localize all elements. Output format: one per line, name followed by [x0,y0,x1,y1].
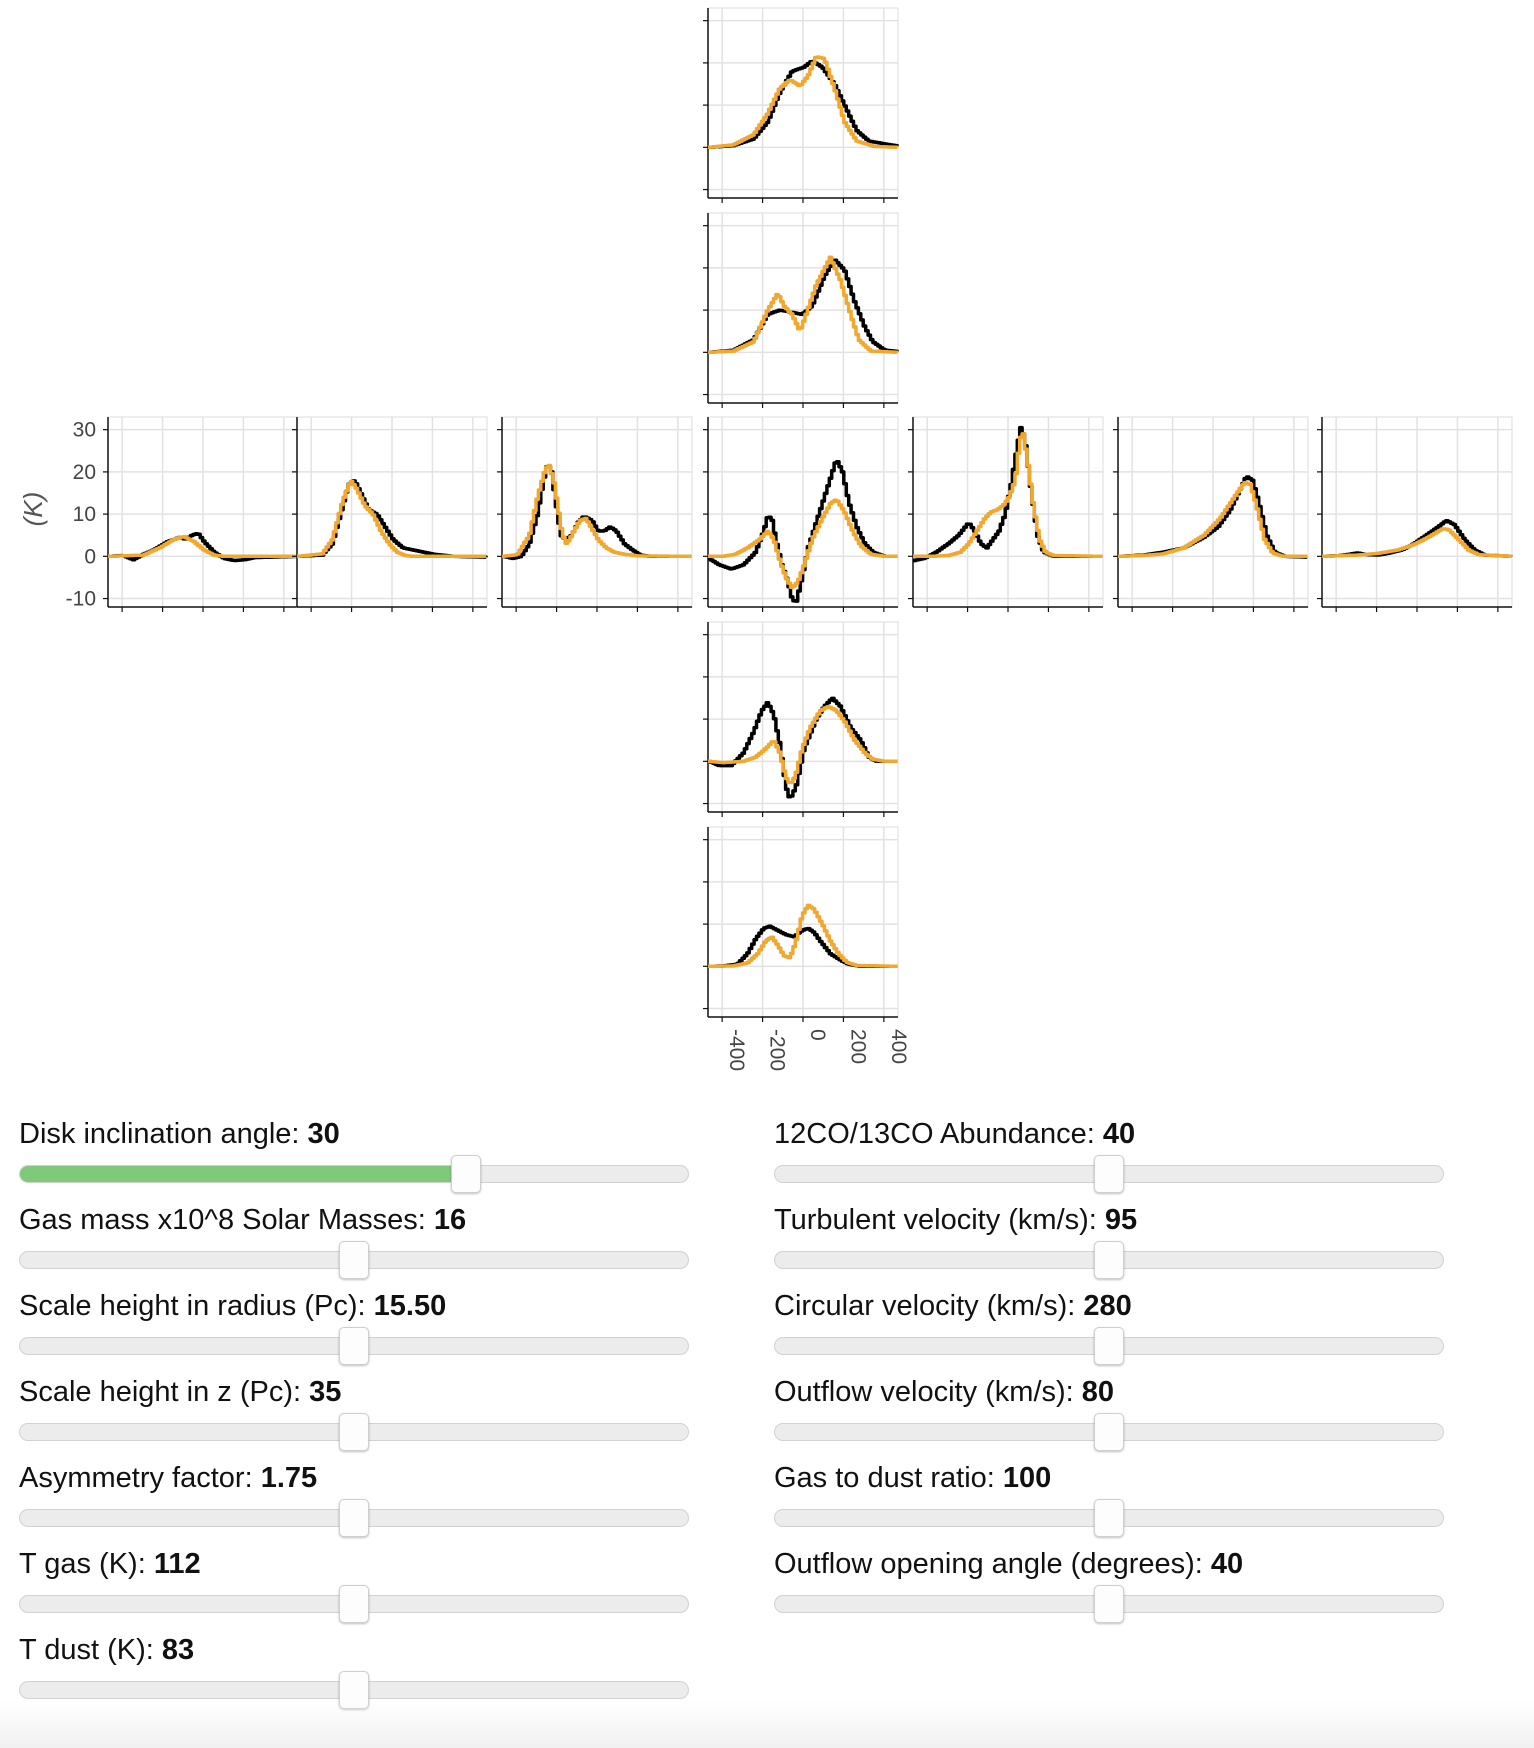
control-label [19,1289,446,1323]
slider-track[interactable] [19,1509,689,1527]
slider-thumb[interactable] [339,1499,369,1537]
control-value: 40 [1102,1118,1136,1150]
panel-top-2 [703,213,898,408]
control-label [19,1203,466,1237]
control-label-text: 12CO/13CO Abundance: [774,1118,1103,1150]
x-tick-label: 400 [886,1029,910,1065]
x-tick-label: 0 [806,1029,829,1041]
slider-fill [20,1166,466,1182]
control-right-5 [774,1540,1446,1626]
panel-bottom-2 [703,827,898,1022]
page-bottom-fade [0,1700,1534,1748]
control-value: 35 [309,1376,342,1408]
slider-track[interactable] [19,1165,689,1183]
control-label [774,1289,1132,1323]
x-tick-label: 200 [846,1029,870,1065]
panel-bottom-1 [703,622,898,817]
slider-track[interactable] [774,1423,1444,1441]
y-tick-label: 30 [72,418,96,442]
control-value: 15.50 [373,1290,447,1322]
control-label-text: Scale height in radius (Pc): [19,1290,374,1322]
control-right-1 [774,1196,1446,1282]
y-tick-label: 20 [72,460,96,484]
control-value: 16 [433,1204,467,1236]
control-left-4 [19,1454,691,1540]
control-label-text: Disk inclination angle: [19,1118,308,1150]
control-value: 112 [153,1548,201,1580]
control-value: 100 [1002,1462,1052,1494]
y-axis-title: (K) [18,491,48,527]
control-label [19,1461,317,1495]
x-tick-label: -400 [725,1029,749,1072]
panel-mid-6 [1113,417,1308,612]
panel-mid-1 [103,417,298,612]
panel-mid-5 [908,417,1103,612]
control-label [774,1375,1114,1409]
slider-track[interactable] [19,1337,689,1355]
control-right-4 [774,1454,1446,1540]
panel-mid-3 [497,417,692,612]
slider-thumb[interactable] [339,1241,369,1279]
slider-thumb[interactable] [339,1327,369,1365]
control-label-text: Scale height in z (Pc): [19,1376,310,1408]
slider-track[interactable] [774,1337,1444,1355]
control-left-3 [19,1368,691,1454]
control-label [774,1117,1135,1151]
slider-track[interactable] [774,1251,1444,1269]
control-value: 30 [307,1118,340,1150]
slider-thumb[interactable] [1094,1241,1124,1279]
control-right-3 [774,1368,1446,1454]
control-label-text: Asymmetry factor: [19,1462,261,1494]
control-left-5 [19,1540,691,1626]
control-label-text: Gas mass x10^8 Solar Masses: [19,1204,434,1236]
y-tick-label: 0 [84,545,96,569]
control-label-text: Circular velocity (km/s): [774,1290,1084,1322]
control-left-0 [19,1110,691,1196]
panel-top-1 [703,8,898,203]
control-label-text: Turbulent velocity (km/s): [774,1204,1105,1236]
control-label-text: Outflow opening angle (degrees): [774,1548,1211,1580]
panel-center [703,417,898,612]
control-right-2 [774,1282,1446,1368]
slider-track[interactable] [19,1423,689,1441]
slider-track[interactable] [774,1165,1444,1183]
slider-thumb[interactable] [339,1413,369,1451]
control-label [19,1633,194,1667]
control-left-1 [19,1196,691,1282]
control-label [19,1547,201,1581]
control-label [19,1117,340,1151]
slider-thumb[interactable] [1094,1155,1124,1193]
slider-track[interactable] [19,1595,689,1613]
control-value: 1.75 [260,1462,318,1494]
control-label [19,1375,341,1409]
slider-thumb[interactable] [1094,1499,1124,1537]
control-value: 95 [1104,1204,1138,1236]
slider-thumb[interactable] [451,1155,481,1193]
control-label [774,1461,1051,1495]
slider-track[interactable] [774,1595,1444,1613]
slider-thumb[interactable] [1094,1327,1124,1365]
control-label-text: T gas (K): [19,1548,154,1580]
slider-thumb[interactable] [339,1585,369,1623]
control-value: 80 [1081,1376,1115,1408]
y-tick-label: 10 [72,503,96,527]
slider-track[interactable] [19,1681,689,1699]
control-label-text: T dust (K): [19,1634,162,1666]
control-label [774,1203,1137,1237]
slider-thumb[interactable] [1094,1413,1124,1451]
control-label-text: Gas to dust ratio: [774,1462,1003,1494]
y-tick-label: -10 [65,587,96,611]
control-label [774,1547,1243,1581]
panel-mid-7 [1317,417,1512,612]
slider-track[interactable] [774,1509,1444,1527]
panel-mid-2 [292,417,487,612]
control-right-0 [774,1110,1446,1196]
control-value: 40 [1210,1548,1244,1580]
x-tick-label: -200 [765,1029,789,1072]
slider-track[interactable] [19,1251,689,1269]
control-value: 280 [1083,1290,1132,1322]
control-value: 83 [161,1634,195,1666]
controls-left-column [19,1110,691,1712]
control-left-2 [19,1282,691,1368]
controls-right-column [774,1110,1446,1626]
control-label-text: Outflow velocity (km/s): [774,1376,1082,1408]
slider-thumb[interactable] [1094,1585,1124,1623]
